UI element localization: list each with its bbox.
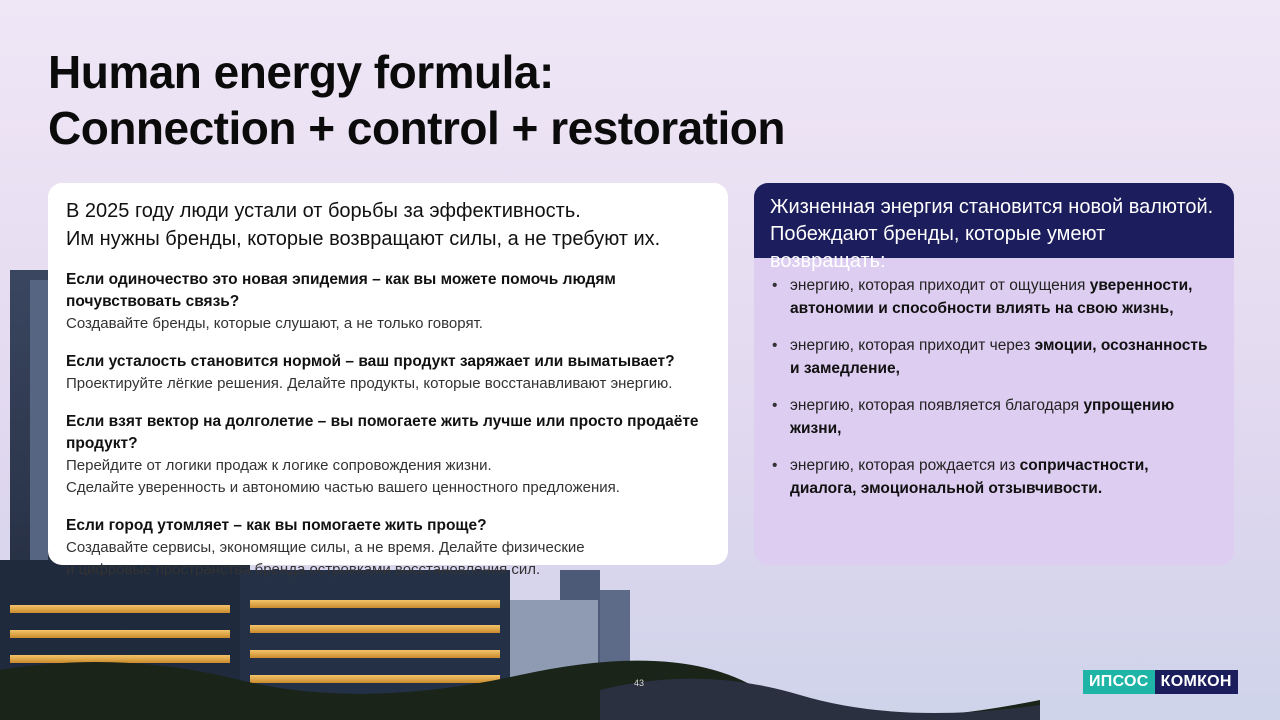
bullet-text: энергию, которая приходит через — [790, 337, 1035, 354]
question-text: Если одиночество это новая эпидемия – как вы можете помочь людям почувствовать связь? — [66, 271, 616, 310]
answer-text: Проектируйте лёгкие решения. Делайте продукты, которые восстанавливают энергию. — [66, 375, 673, 392]
answer-text: и цифровые пространства бренда островками восстановления сил. — [66, 561, 541, 578]
question-block — [66, 269, 710, 335]
energy-header-line-2: Побеждают бренды, которые умеют возвращать: — [770, 223, 1106, 272]
bullet-item — [772, 274, 1214, 320]
bullet-text: энергию, которая приходит от ощущения — [790, 277, 1090, 294]
bullet-item — [772, 334, 1214, 380]
energy-bullet-list — [754, 258, 1234, 500]
bullet-item — [772, 394, 1214, 440]
answer-text: Перейдите от логики продаж к логике сопровождения жизни. — [66, 457, 492, 474]
bullet-text: энергию, которая появляется благодаря — [790, 397, 1084, 414]
answer-text: Сделайте уверенность и автономию частью вашего ценностного предложения. — [66, 479, 620, 496]
energy-card — [754, 183, 1234, 565]
bullet-highlight: сопричастности, диалога, эмоциональной отзывчивости. — [790, 457, 1149, 497]
ipsos-comcon-logo — [1083, 670, 1238, 694]
questions-card — [48, 183, 728, 578]
question-block — [66, 411, 710, 499]
answer-text: Создавайте бренды, которые слушают, а не только говорят. — [66, 315, 483, 332]
question-text: Если взят вектор на долголетие – вы помогаете жить лучше или просто продаёте продукт? — [66, 413, 699, 452]
question-text: Если усталость становится нормой – ваш продукт заряжает или выматывает? — [66, 353, 675, 370]
bullet-highlight: уверенности, автономии и способности влиять на свою жизнь, — [790, 277, 1193, 317]
bullet-highlight: упрощению жизни, — [790, 397, 1175, 437]
energy-card-header — [754, 183, 1234, 272]
page-number: 43 — [634, 678, 645, 688]
energy-header-line-1: Жизненная энергия становится новой валютой. — [770, 196, 1214, 218]
lead-line-2: Им нужны бренды, которые возвращают силы, а не требуют их. — [66, 228, 661, 250]
question-block — [66, 515, 710, 581]
slide-title-line-1: Human energy formula: — [48, 46, 554, 98]
bullet-highlight: эмоции, осознанность и замедление, — [790, 337, 1208, 377]
bullet-item — [772, 454, 1214, 500]
slide-title — [48, 44, 785, 156]
lead-line-1: В 2025 году люди устали от борьбы за эффективность. — [66, 200, 581, 222]
question-text: Если город утомляет – как вы помогаете жить проще? — [66, 517, 487, 534]
logo-part-comcon: КОМКОН — [1155, 670, 1238, 694]
answer-text: Создавайте сервисы, экономящие силы, а не время. Делайте физические — [66, 539, 585, 556]
lead-text — [66, 197, 710, 253]
logo-part-ipsos: ИПСОС — [1083, 670, 1155, 694]
question-block — [66, 351, 710, 395]
bullet-text: энергию, которая рождается из — [790, 457, 1020, 474]
slide-title-line-2: Connection + control + restoration — [48, 102, 785, 154]
